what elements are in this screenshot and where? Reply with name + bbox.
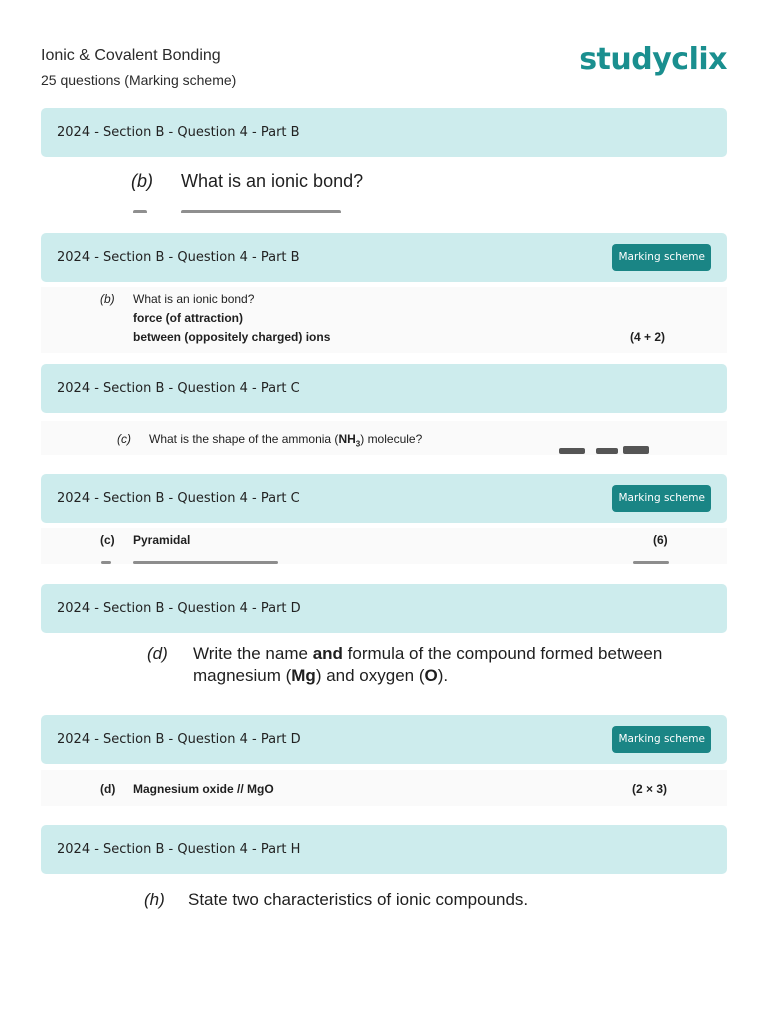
marking-scheme-button[interactable]: Marking scheme xyxy=(612,244,711,271)
marking-image-part-d xyxy=(41,770,727,806)
answer-line: between (oppositely charged) ions xyxy=(133,330,331,344)
question-label: 2024 - Section B - Question 4 - Part D xyxy=(57,601,301,616)
marks-allocation: (6) xyxy=(653,533,668,547)
question-body: What is an ionic bond? xyxy=(133,292,255,306)
marking-header-part-d[interactable] xyxy=(41,715,727,764)
question-letter: (d) xyxy=(100,782,116,796)
question-header-part-c[interactable] xyxy=(41,364,727,413)
question-letter: (b) xyxy=(100,292,115,306)
question-body: What is the shape of the ammonia $(NH_3)$ molecule? xyxy=(149,432,423,449)
cut-text-fragment xyxy=(101,561,111,564)
question-letter: (c) xyxy=(100,533,115,547)
question-label: 2024 - Section B - Question 4 - Part H xyxy=(57,842,301,857)
answer-line: force (of attraction) xyxy=(133,311,244,325)
question-image-part-c xyxy=(41,421,727,455)
question-label: 2024 - Section B - Question 4 - Part D xyxy=(57,732,301,747)
marking-image-part-b xyxy=(41,287,727,353)
question-label: 2024 - Section B - Question 4 - Part B xyxy=(57,125,300,140)
document-title: Ionic & Covalent Bonding xyxy=(41,47,221,64)
cut-text-fragment xyxy=(181,210,341,213)
question-header-part-h[interactable] xyxy=(41,825,727,874)
molecule-diagram-fragment xyxy=(559,448,585,454)
question-label: 2024 - Section B - Question 4 - Part C xyxy=(57,491,300,506)
cut-text-fragment xyxy=(133,210,147,213)
molecule-diagram-fragment xyxy=(623,446,649,454)
question-body: State two characteristics of ionic compounds. xyxy=(188,890,529,909)
question-text xyxy=(131,171,631,201)
question-image-part-b xyxy=(41,165,727,213)
question-header-part-d[interactable] xyxy=(41,584,727,633)
answer-line: Magnesium oxide // MgO xyxy=(133,782,274,796)
question-letter: (h) xyxy=(144,890,165,909)
answer-line: Pyramidal xyxy=(133,533,191,547)
question-letter: (b) xyxy=(131,171,153,191)
document-subtitle: 25 questions (Marking scheme) xyxy=(41,72,237,88)
marking-header-part-b[interactable] xyxy=(41,233,727,282)
question-label: 2024 - Section B - Question 4 - Part B xyxy=(57,250,300,265)
marking-scheme-button[interactable]: Marking scheme xyxy=(612,726,711,753)
question-label: 2024 - Section B - Question 4 - Part C xyxy=(57,381,300,396)
marks-allocation: (2 × 3) xyxy=(632,782,668,796)
question-body-line-1: Write the name and formula of the compound formed between xyxy=(193,644,663,663)
cut-text-fragment xyxy=(633,561,669,564)
studyclix-logo[interactable]: studyclix xyxy=(579,42,727,77)
marking-image-part-c xyxy=(41,528,727,564)
question-header-part-b[interactable] xyxy=(41,108,727,157)
question-image-part-d xyxy=(41,640,727,696)
marks-allocation: (4 + 2) xyxy=(630,330,666,344)
question-letter: (d) xyxy=(147,644,168,663)
question-body-line-2: magnesium (Mg) and oxygen (O). xyxy=(193,666,449,685)
molecule-diagram-fragment xyxy=(596,448,618,454)
marking-scheme-button[interactable]: Marking scheme xyxy=(612,485,711,512)
marking-header-part-c[interactable] xyxy=(41,474,727,523)
question-letter: (c) xyxy=(117,432,131,446)
question-image-part-h xyxy=(41,884,727,920)
cut-text-fragment xyxy=(133,561,278,564)
question-body: What is an ionic bond? xyxy=(181,171,364,191)
